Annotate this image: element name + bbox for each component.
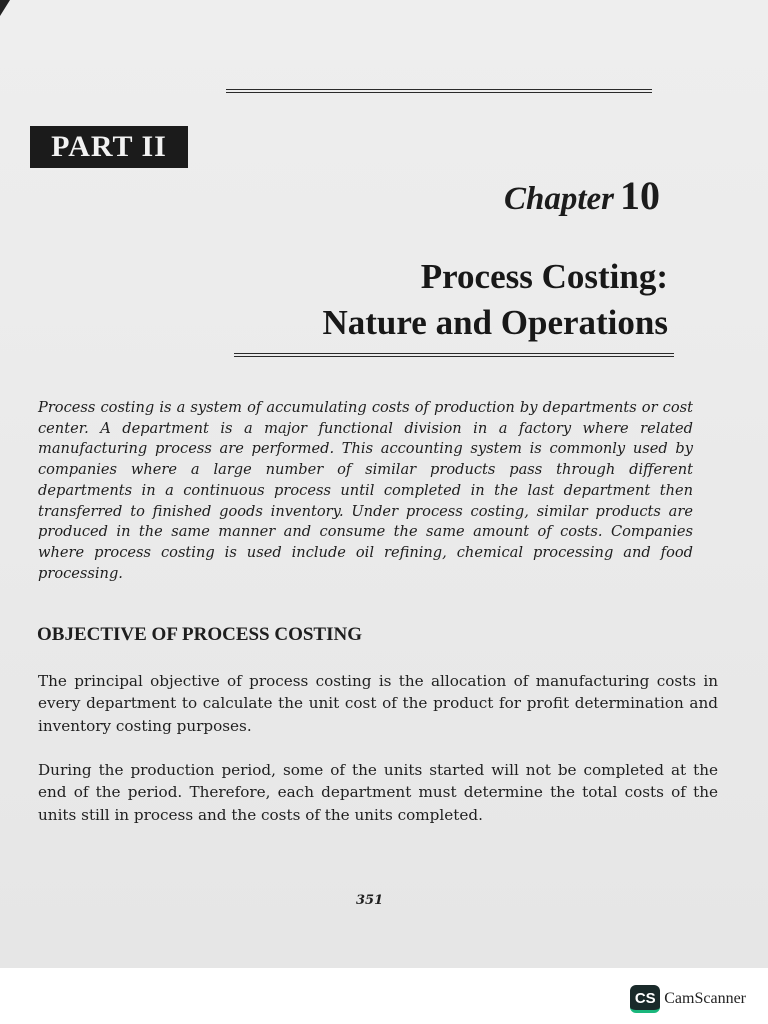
chapter-number: 10 bbox=[620, 173, 660, 218]
body-paragraph-2: During the production period, some of the units started will not be completed at the end of the period. Therefore, each department must determine the total costs of the units still in process and the costs of the units completed. bbox=[38, 761, 718, 824]
top-double-rule bbox=[226, 89, 652, 93]
camscanner-name: CamScanner bbox=[664, 990, 746, 1007]
camscanner-watermark bbox=[630, 984, 746, 1014]
page-number: 351 bbox=[356, 893, 384, 908]
chapter-heading bbox=[504, 172, 660, 219]
corner-mark bbox=[0, 0, 10, 16]
section-heading: OBJECTIVE OF PROCESS COSTING bbox=[37, 624, 363, 645]
chapter-title bbox=[323, 254, 669, 346]
body-paragraph-1: The principal objective of process costing is the allocation of manufacturing costs in every department to calculate the unit cost of the product for profit determination and inventory costing purposes. bbox=[38, 672, 718, 735]
chapter-title-line-2: Nature and Operations bbox=[322, 303, 668, 342]
title-double-rule bbox=[234, 353, 674, 357]
part-badge: PART II bbox=[30, 126, 188, 168]
camscanner-logo-icon: CS bbox=[630, 985, 660, 1013]
chapter-title-line-1: Process Costing: bbox=[420, 257, 668, 296]
chapter-label: Chapter bbox=[503, 181, 614, 217]
intro-paragraph: Process costing is a system of accumulating costs of production by departments or cost center. A department is a major functional division in a factory where related manufacturing process are performed. This accounting system is commonly used by companies where a large number of similar products pass through different departments in a continuous process until completed in the last department then transferred to finished goods inventory. Under process costing, similar products are produced in the same manner and consume the same amount of costs. Companies where process costing is used include oil refining, chemical processing and food processing. bbox=[38, 399, 693, 582]
